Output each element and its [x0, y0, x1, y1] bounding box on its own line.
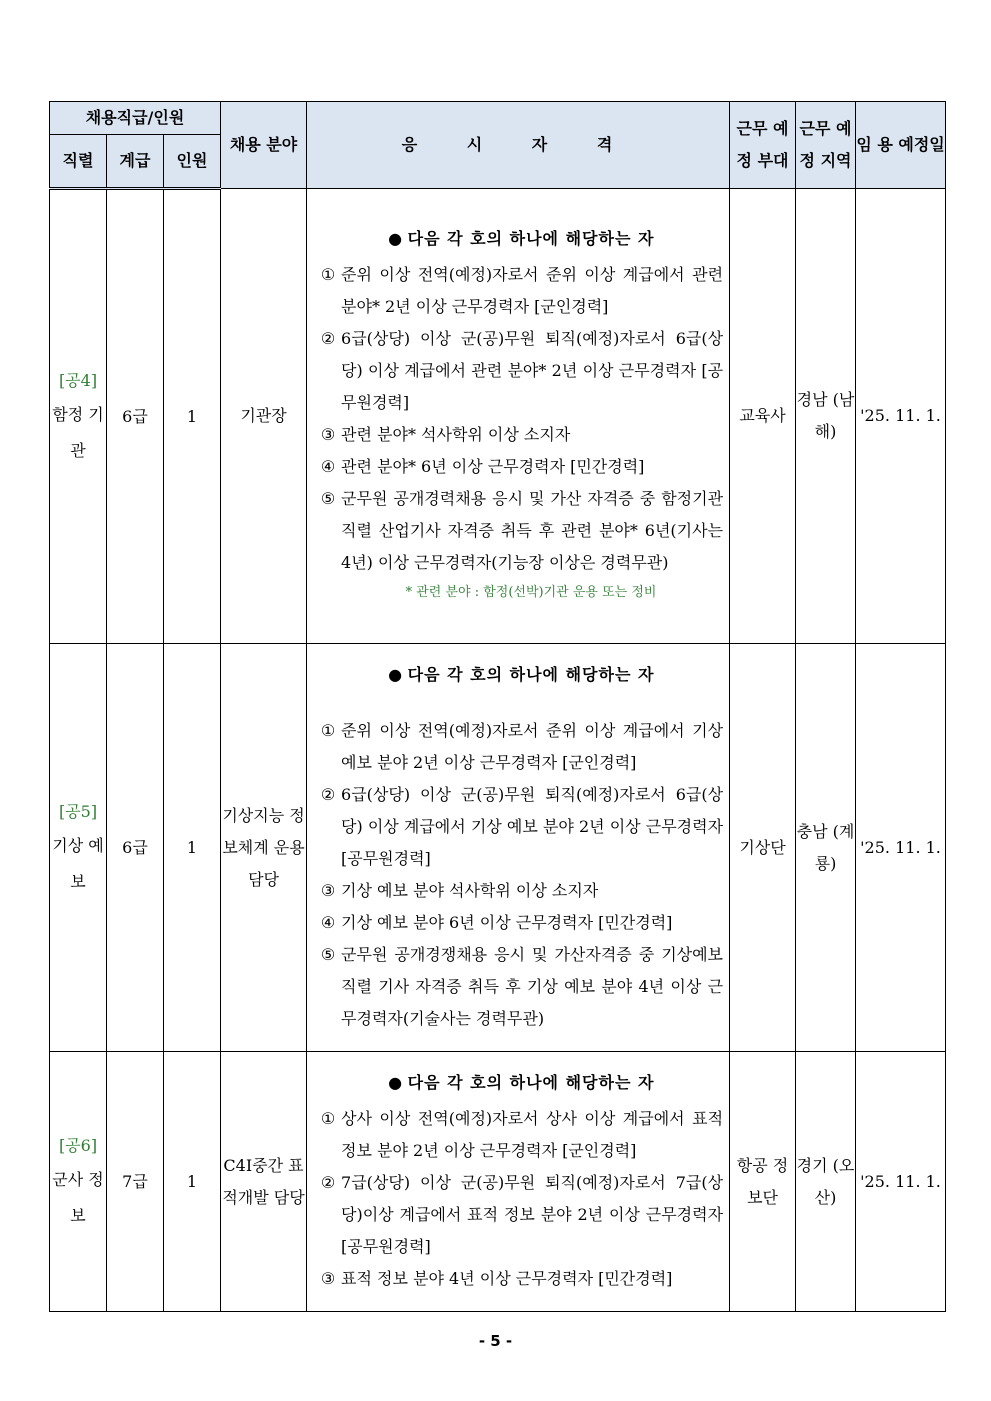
qualification-cell	[307, 189, 730, 644]
position-code: [공6]	[58, 1135, 98, 1155]
field-cell: 기관장	[221, 189, 307, 644]
series-cell	[50, 1052, 107, 1312]
grade-cell: 6급	[107, 189, 164, 644]
list-item: ② 7급(상당) 이상 군(공)무원 퇴직(예정)자로서 7급(상당)이상 계급에서 표적 정보 분야 2년 이상 근무경력자 [공무원경력]	[320, 1172, 724, 1256]
list-item: ② 6급(상당) 이상 군(공)무원 퇴직(예정)자로서 6급(상당) 이상 계급에서 관련 분야* 2년 이상 근무경력자 [공무원경력]	[320, 329, 724, 412]
region-cell: 충남 (계룡)	[796, 644, 856, 1052]
date-cell: '25. 11. 1.	[856, 644, 946, 1052]
header-qualification: 응 시 자 격	[307, 102, 730, 189]
list-item: ② 6급(상당) 이상 군(공)무원 퇴직(예정)자로서 6급(상당) 이상 계급에서 기상 예보 분야 2년 이상 근무경력자 [공무원경력]	[320, 784, 724, 868]
list-item: ③ 관련 분야* 석사학위 이상 소지자	[320, 425, 571, 444]
region-cell: 경남 (남해)	[796, 189, 856, 644]
list-item: ⑤ 군무원 공개경쟁채용 응시 및 가산자격증 중 기상예보 직렬 기사 자격증 취득 후 기상 예보 분야 4년 이상 근무경력자(기술사는 경력무관)	[320, 944, 724, 1028]
field-cell: C4I중간 표적개발 담당	[221, 1052, 307, 1312]
list-item: ③ 기상 예보 분야 석사학위 이상 소지자	[320, 880, 599, 900]
list-item: ① 준위 이상 전역(예정)자로서 준위 이상 계급에서 관련 분야* 2년 이상 근무경력자 [군인경력]	[320, 265, 724, 316]
header-count: 인원	[164, 135, 221, 189]
header-series: 직렬	[50, 135, 107, 189]
grade-cell: 7급	[107, 1052, 164, 1312]
list-item: ④ 기상 예보 분야 6년 이상 근무경력자 [민간경력]	[320, 912, 673, 932]
position-code: [공5]	[58, 801, 98, 821]
field-cell: 기상지능 정보체계 운용담당	[221, 644, 307, 1052]
list-item: ① 준위 이상 전역(예정)자로서 준위 이상 계급에서 기상 예보 분야 2년 이상 근무경력자 [군인경력]	[320, 720, 724, 772]
count-cell: 1	[164, 644, 221, 1052]
header-unit: 근무 예정 부대	[730, 102, 796, 189]
qualification-title: ● 다음 각 호의 하나에 해당하는 자	[315, 223, 723, 255]
series-cell	[50, 644, 107, 1052]
page-number: - 5 -	[478, 1332, 513, 1350]
footnote: * 관련 분야 : 함정(선박)기관 운용 또는 정비	[405, 585, 657, 600]
bullet-icon: ●	[388, 664, 404, 684]
series-cell	[50, 189, 107, 644]
region-cell: 경기 (오산)	[796, 1052, 856, 1312]
header-grade: 계급	[107, 135, 164, 189]
position-code: [공4]	[58, 370, 98, 390]
qualification-title: ● 다음 각 호의 하나에 해당하는 자	[315, 659, 723, 691]
qualification-cell	[307, 644, 730, 1052]
unit-cell: 기상단	[730, 644, 796, 1052]
count-cell: 1	[164, 1052, 221, 1312]
header-region: 근무 예정 지역	[796, 102, 856, 189]
series-name: 함정 기관	[52, 404, 104, 460]
recruitment-table	[49, 101, 946, 1312]
list-item: ④ 관련 분야* 6년 이상 근무경력자 [민간경력]	[320, 457, 645, 476]
table-row	[50, 644, 946, 1052]
list-item: ⑤ 군무원 공개경력채용 응시 및 가산 자격증 중 함정기관 직렬 산업기사 자격증 취득 후 관련 분야* 6년(기사는 4년) 이상 근무경력자(기능장 이상은 경력무관)	[320, 489, 724, 572]
date-cell: '25. 11. 1.	[856, 189, 946, 644]
table-row	[50, 189, 946, 644]
header-date: 임 용 예정일	[856, 102, 946, 189]
header-group: 채용직급/인원	[50, 102, 221, 135]
header-field: 채용 분야	[221, 102, 307, 189]
series-name: 군사 정보	[52, 1169, 104, 1225]
count-cell: 1	[164, 189, 221, 644]
unit-cell: 교육사	[730, 189, 796, 644]
bullet-icon: ●	[388, 229, 404, 248]
qualification-cell	[307, 1052, 730, 1312]
list-item: ③ 표적 정보 분야 4년 이상 근무경력자 [민간경력]	[320, 1268, 673, 1288]
date-cell: '25. 11. 1.	[856, 1052, 946, 1312]
qualification-title: ● 다음 각 호의 하나에 해당하는 자	[315, 1067, 723, 1099]
bullet-icon: ●	[388, 1072, 404, 1092]
grade-cell: 6급	[107, 644, 164, 1052]
unit-cell: 항공 정보단	[730, 1052, 796, 1312]
series-name: 기상 예보	[52, 835, 104, 891]
table-row	[50, 1052, 946, 1312]
list-item: ① 상사 이상 전역(예정)자로서 상사 이상 계급에서 표적 정보 분야 2년 이상 근무경력자 [군인경력]	[320, 1108, 724, 1160]
